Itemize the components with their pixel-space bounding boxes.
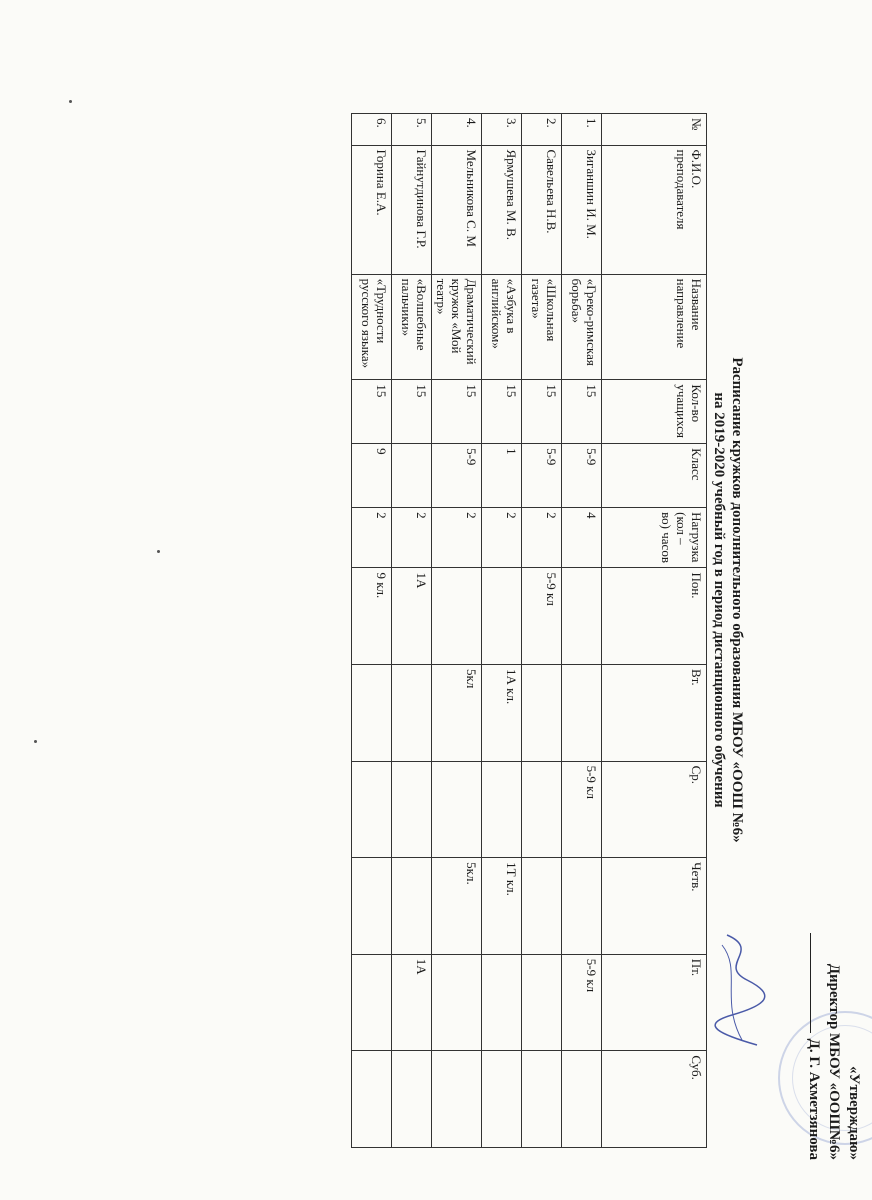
cell-fri: 5-9 кл [562,954,602,1051]
page-title [710,0,746,1200]
table-row [522,114,562,1148]
cell-count: 15 [392,380,432,444]
cell-num: 1. [562,114,602,146]
cell-class: 9 [352,444,392,508]
cell-sat [562,1051,602,1148]
cell-num: 5. [392,114,432,146]
cell-num: 3. [482,114,522,146]
cell-load: 2 [432,508,482,568]
cell-wed [352,761,392,858]
cell-club: «Азбука в английском» [482,274,522,380]
cell-sat [482,1051,522,1148]
table-header-row [602,114,707,1148]
cell-mon [562,568,602,665]
header-sat: Суб. [602,1051,707,1148]
cell-club: Драматический кружок «Мой театр» [432,274,482,380]
cell-wed [522,761,562,858]
cell-mon: 5-9 кл [522,568,562,665]
cell-count: 15 [352,380,392,444]
cell-load: 2 [482,508,522,568]
cell-tue [562,665,602,762]
scan-speck [69,100,72,103]
cell-wed [392,761,432,858]
cell-wed: 5-9 кл [562,761,602,858]
header-tue: Вт. [602,665,707,762]
cell-tue [392,665,432,762]
cell-class [392,444,432,508]
header-thu: Четв. [602,858,707,955]
cell-mon: 1А [392,568,432,665]
cell-class: 5-9 [522,444,562,508]
cell-sat [432,1051,482,1148]
cell-name: Савельева Н.В. [522,145,562,274]
cell-load: 2 [392,508,432,568]
cell-load: 4 [562,508,602,568]
cell-tue [522,665,562,762]
header-fri: Пт. [602,954,707,1051]
cell-thu [352,858,392,955]
cell-fri [482,954,522,1051]
cell-tue: 5кл [432,665,482,762]
header-count: Кол-во учащихся [602,380,707,444]
cell-thu [522,858,562,955]
cell-club: «Трудности русского языка» [352,274,392,380]
cell-count: 15 [522,380,562,444]
cell-mon: 9 кл. [352,568,392,665]
cell-count: 15 [432,380,482,444]
cell-name: Горина Е.А. [352,145,392,274]
cell-load: 2 [522,508,562,568]
cell-class: 5-9 [562,444,602,508]
header-club: Название направление [602,274,707,380]
cell-fri [432,954,482,1051]
scan-speck [157,550,160,553]
cell-club: «Школьная газета» [522,274,562,380]
cell-thu [392,858,432,955]
table-row [482,114,522,1148]
signature-line [810,933,811,1033]
signatory-name: Д. Г. Ахметзянова [806,1038,822,1160]
cell-club: «Волшебные пальчики» [392,274,432,380]
cell-count: 15 [562,380,602,444]
cell-club: «Греко-римская борьба» [562,274,602,380]
table-row [562,114,602,1148]
cell-tue [352,665,392,762]
title-line-1: Расписание кружков дополнительного образования МБОУ «ООШ №6» [729,357,745,843]
scan-speck [34,740,37,743]
approval-signatory [804,933,824,1160]
cell-sat [392,1051,432,1148]
cell-sat [352,1051,392,1148]
cell-name: Зиганшин И. М. [562,145,602,274]
cell-class: 1 [482,444,522,508]
header-num: № [602,114,707,146]
cell-class: 5-9 [432,444,482,508]
approval-position: Директор МБОУ «ООШ№6» [826,963,842,1160]
cell-fri: 1А [392,954,432,1051]
cell-tue: 1А кл. [482,665,522,762]
schedule-table [351,113,707,1148]
cell-thu: 5кл. [432,858,482,955]
header-class: Класс [602,444,707,508]
approval-heading: «Утверждаю» [846,1066,862,1160]
cell-num: 4. [432,114,482,146]
cell-mon [432,568,482,665]
approval-block [804,933,864,1160]
cell-thu [562,858,602,955]
cell-fri [352,954,392,1051]
cell-mon [482,568,522,665]
cell-wed [432,761,482,858]
cell-name: Ярмушева М. В. [482,145,522,274]
cell-num: 6. [352,114,392,146]
header-wed: Ср. [602,761,707,858]
cell-load: 2 [352,508,392,568]
title-line-2: на 2019-2020 учебный год в период дистанционного обучения [711,392,727,808]
table-row [432,114,482,1148]
header-mon: Пон. [602,568,707,665]
cell-count: 15 [482,380,522,444]
table-row [352,114,392,1148]
schedule-body [352,114,602,1148]
header-name: Ф.И.О. преподавателя [602,145,707,274]
cell-wed [482,761,522,858]
cell-fri [522,954,562,1051]
cell-thu: 1Т кл. [482,858,522,955]
cell-name: Гайнутдинова Г.Р. [392,145,432,274]
cell-sat [522,1051,562,1148]
table-row [392,114,432,1148]
cell-num: 2. [522,114,562,146]
header-load: Нагрузка (кол – во) часов [602,508,707,568]
cell-name: Мельникова С. М [432,145,482,274]
